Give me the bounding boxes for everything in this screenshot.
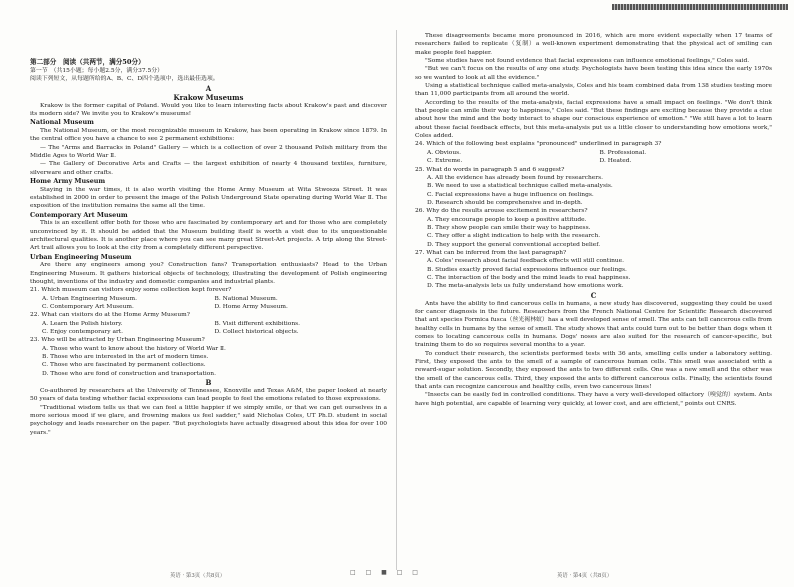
- passage-c-p2: To conduct their research, the scientists performed tests with 36 ants, smelling cells under a laboratory setting. First, they exposed the ants to the smell of a sample of cancerous human cells. This smell was associated with a reward-sugar solution. Secondly, they exposed the ants to two different cells. One was a new smell and the other was the smell of the cancerous cells. Third, they exposed the ants to different cancerous cells. Finally, the scientists found that ants can recognize cancerous and healthy cells, even two cancerous lines!: [415, 350, 772, 391]
- question-27: 27. What can be inferred from the last paragraph?: [415, 249, 567, 256]
- question-25-options: [415, 174, 772, 207]
- option: A. Obvious.: [427, 149, 462, 156]
- passage-b-p7: According to the results of the meta-analysis, facial expressions have a small impact on feelings. "We don't think that people can smile their way to happiness," Coles said. "But these findings are exciting because they provide a clue about how the mind and the body interact to shape our conscious experience of emotion." "We still have a lot to learn about these facial feedback effects, but this meta-analysis put us a little closer to understanding how emotions work," Coles added.: [415, 99, 772, 140]
- question-26: 26. Why do the results arouse excitement in researchers?: [415, 208, 588, 215]
- option: C. Enjoy contemporary art.: [42, 328, 124, 335]
- question-27-options: [415, 257, 772, 290]
- question-26-options: [415, 216, 772, 249]
- right-page: [397, 0, 794, 587]
- home-army-text: Staying in the war times, it is also worth visiting the Home Army Museum at Wita Stwosza Street. It was established in 2000 in order to present the image of the Polish Underground State operating during World War Ⅱ. The exposition of the institution remains the same all the time.: [30, 186, 387, 210]
- subsection-title: 第一节 （共15小题；每小题2.5分，满分37.5分）: [30, 68, 164, 74]
- national-museum-gallery-2: — The Gallery of Decorative Arts and Crafts — the largest exhibition of nearly 4 thousand textiles, furniture, silverware and other crafts.: [30, 161, 387, 176]
- question-25: 25. What do words in paragraph 5 and 6 suggest?: [415, 166, 565, 173]
- option: D. Collect historical objects.: [214, 328, 299, 335]
- question-21-options: [30, 295, 387, 312]
- home-army-heading: Home Army Museum: [30, 177, 106, 186]
- option: D. Home Army Museum.: [214, 303, 288, 310]
- right-page-footer: 英语 · 第4页（共8页）: [557, 573, 613, 579]
- national-museum-text: The National Museum, or the most recognizable museum in Krakow, has been operating in Krakow since 1879. In the central office you have a chance to see 2 permanent exhibitions:: [30, 127, 387, 143]
- option: D. Heated.: [599, 158, 632, 165]
- option: B. Professional.: [599, 149, 647, 156]
- option: A. Urban Engineering Museum.: [42, 295, 137, 302]
- question-21: 21. Which museum can visitors enjoy some collection kept forever?: [30, 287, 232, 294]
- question-22: 22. What can visitors do at the Home Army Museum?: [30, 312, 190, 319]
- passage-c-letter: C: [590, 290, 597, 300]
- question-22-options: [30, 320, 387, 337]
- fold-marks: □ □ ■ □ □: [350, 569, 422, 576]
- passage-a-letter: A: [205, 83, 212, 93]
- passage-b-p3: These disagreements became more pronounced in 2016, which are more evident especially when 17 teams of researchers failed to replicate（复制）a well-known experiment demonstrating that the physical act of smiling can make people feel happier.: [415, 33, 772, 56]
- option: A. Those who want to know about the history of World War Ⅱ.: [42, 345, 226, 352]
- option: D. Research should be comprehensive and in-depth.: [427, 199, 583, 206]
- passage-b-p6: Using a statistical technique called meta-analysis, Coles and his team combined data from 138 studies testing more than 11,000 participants from all around the world.: [415, 83, 772, 98]
- question-23: 23. Who will be attracted by Urban Engineering Museum?: [30, 337, 205, 344]
- option: C. Those who are fascinated by permanent collections.: [42, 362, 206, 369]
- passage-c-p1: Ants have the ability to find cancerous cells in humans, a new study has discovered, suggesting they could be used for cancer diagnosis in the future. Researchers from the French National Centre for Scientific Research discovered that ant species Formica fusca（丝光褐林蚁）has a well developed sense of smell. The ants can tell cancerous cells from healthy cells in humans by the sense of smell. The study shows that ants could turn out to be better than dogs when it comes to locating cancerous cells in humans. Dogs' noses are also suited for the research of cancer-specific, but training them to do so requires several months to a year.: [415, 300, 772, 349]
- option: A. All the evidence has already been found by researchers.: [427, 174, 603, 181]
- passage-c-p3: "Insects can be easily fed in controlled conditions. They have a very well-developed olfactory（嗅觉的）system. Ants have high potential, are capable of learning very quickly, at lower cost, and are efficient," points out CNRS.: [415, 392, 772, 407]
- passage-b-p4: "Some studies have not found evidence that facial expressions can influence emotional feelings," Coles said.: [425, 58, 750, 65]
- national-museum-gallery-1: — The "Arms and Barracks in Poland" Gallery — which is a collection of over 2 thousand Polish military from the Middle Ages to World War Ⅱ.: [30, 144, 387, 159]
- passage-a-intro: Krakow is the former capital of Poland. Would you like to learn interesting facts about Krakow's past and discover its modern side? We invite you to Krakow's museums!: [30, 102, 387, 118]
- section-title: 第二部分 阅读（共两节，满分50分）: [30, 58, 145, 66]
- contemporary-art-heading: Contemporary Art Museum: [30, 210, 128, 219]
- urban-engineering-text: Are there any engineers among you? Construction fans? Transportation enthusiasts? Head to the Urban Engineering Museum. It gathers historical objects of technology, illustrating the development of Polish engineering thought, inventions of the industry and domestic companies and industrial plants.: [30, 262, 387, 285]
- instruction: 阅读下列短文，从每题所给的A、B、C、D四个选项中，选出最佳选项。: [30, 76, 219, 83]
- option: B. Studies exactly proved facial expressions influence our feelings.: [427, 266, 627, 273]
- option: B. We need to use a statistical technique called meta-analysis.: [427, 183, 613, 190]
- passage-b-letter: B: [205, 378, 212, 388]
- national-museum-heading: National Museum: [30, 118, 94, 127]
- left-page-footer: 英语 · 第3页（共8页）: [170, 573, 226, 579]
- option: D. The meta-analysis lets us fully understand how emotions work.: [427, 283, 624, 290]
- passage-b-p2: "Traditional wisdom tells us that we can feel a little happier if we simply smile, or that we can get ourselves in a more serious mood if we glare, and frowning makes us feel sadder," said Nicholas Coles, UT Ph.D. student in social psychology and leads researcher on the paper. "But psychologists have actually disagreed about this idea for over 100 years.": [30, 404, 387, 436]
- option: B. Visit different exhibitions.: [214, 320, 301, 327]
- option: C. Extreme.: [427, 158, 463, 165]
- option: D. They support the general conventional accepted belief.: [427, 241, 601, 248]
- option: B. They show people can smile their way to happiness.: [427, 224, 591, 231]
- option: C. Contemporary Art Museum.: [42, 303, 134, 310]
- option: A. They encourage people to keep a positive attitude.: [427, 216, 587, 223]
- urban-engineering-heading: Urban Engineering Museum: [30, 252, 132, 261]
- option: C. The interaction of the body and the mind leads to real happiness.: [427, 274, 631, 281]
- passage-b-p1: Co-authored by researchers at the University of Tennessee, Knoxville and Texas A&M, the paper looked at nearly 50 years of data testing whether facial expressions can lead people to feel the emotions related to those expressions.: [30, 388, 387, 403]
- question-23-options: [30, 345, 387, 378]
- question-24-options: [415, 149, 772, 166]
- option: B. National Museum.: [214, 295, 278, 302]
- question-24: 24. Which of the following best explains "pronounced" underlined in paragraph 3?: [415, 141, 662, 148]
- option: A. Learn the Polish history.: [42, 320, 123, 327]
- option: C. They offer a slight indication to help with the research.: [427, 233, 601, 240]
- option: B. Those who are interested in the art of modern times.: [42, 354, 209, 360]
- option: C. Facial expressions have a huge influence on feelings.: [427, 191, 594, 198]
- contemporary-art-text: This is an excellent offer both for those who are fascinated by contemporary art and for those who are completely unconvinced by it. It should be added that the Museum building itself is worth a visit due to its unquestionable architectural qualities. It is another place where you can see many great Street-Art projects. A trip along the Street-Art trail allows you to look at the city from a completely different perspective.: [30, 220, 387, 252]
- passage-b-p5: "But we can't focus on the results of any one study. Psychologists have been testing this idea since the early 1970s so we wanted to look at all the evidence.": [415, 66, 772, 81]
- option: D. Those who are fond of construction and transportation.: [42, 370, 216, 377]
- option: A. Coles' research about facial feedback effects will still continue.: [427, 258, 625, 265]
- passage-a-title: Krakow Museums: [173, 92, 244, 102]
